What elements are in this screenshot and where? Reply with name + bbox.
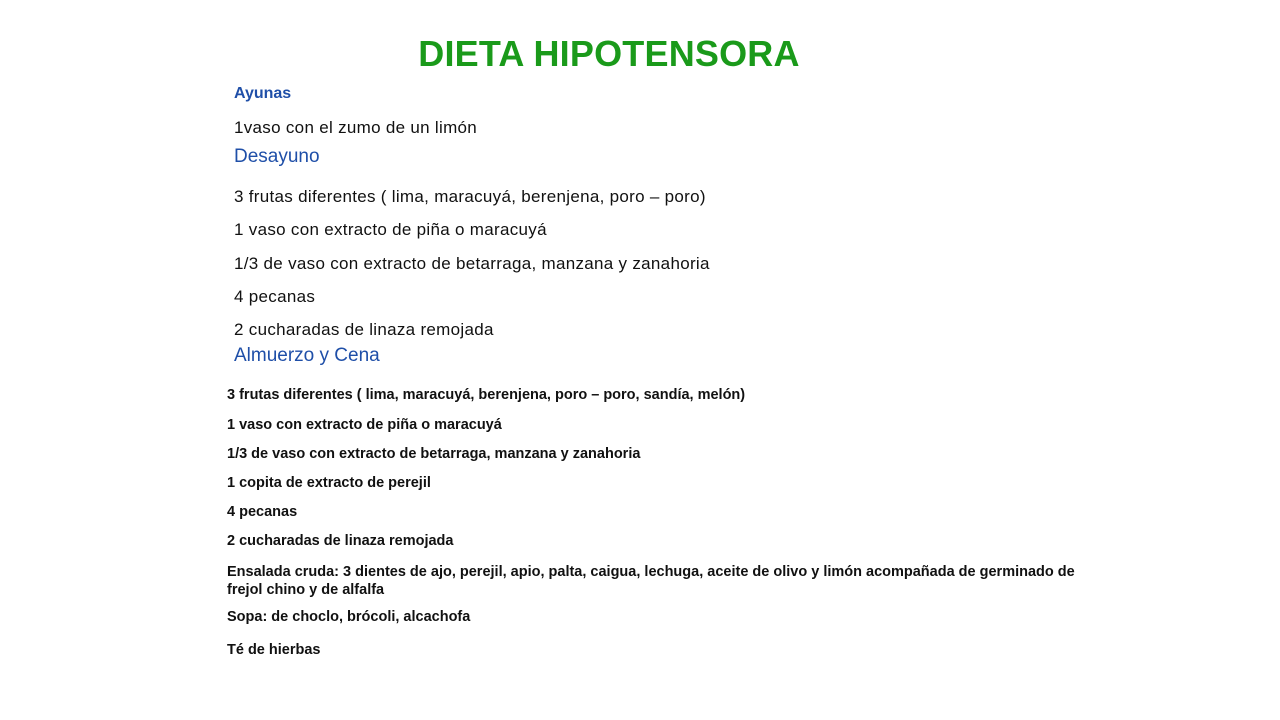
desayuno-item: 4 pecanas xyxy=(234,287,316,306)
almuerzo-item: Sopa: de choclo, brócoli, alcachofa xyxy=(227,609,471,625)
desayuno-item: 3 frutas diferentes ( lima, maracuyá, berenjena, poro – poro) xyxy=(234,187,706,206)
desayuno-item: 1/3 de vaso con extracto de betarraga, manzana y zanahoria xyxy=(234,254,710,273)
almuerzo-item: 1 copita de extracto de perejil xyxy=(227,475,431,491)
desayuno-item: 1 vaso con extracto de piña o maracuyá xyxy=(234,220,547,239)
almuerzo-item: 4 pecanas xyxy=(227,504,298,520)
section-heading-ayunas: Ayunas xyxy=(234,85,292,102)
almuerzo-item: 1/3 de vaso con extracto de betarraga, manzana y zanahoria xyxy=(227,446,641,462)
page-title: DIETA HIPOTENSORA xyxy=(418,33,800,74)
almuerzo-item: Té de hierbas xyxy=(227,642,321,658)
almuerzo-item: Ensalada cruda: 3 dientes de ajo, perejil, apio, palta, caigua, lechuga, aceite de olivo y limón acompañada de germinado de frejol chino y de alfalfa xyxy=(227,564,1075,598)
section-heading-desayuno: Desayuno xyxy=(234,146,320,167)
almuerzo-item: 1 vaso con extracto de piña o maracuyá xyxy=(227,417,502,433)
section-heading-almuerzo-cena: Almuerzo y Cena xyxy=(234,345,380,366)
ayunas-item: 1vaso con el zumo de un limón xyxy=(234,118,478,137)
almuerzo-item: 2 cucharadas de linaza remojada xyxy=(227,533,454,549)
almuerzo-item: 3 frutas diferentes ( lima, maracuyá, berenjena, poro – poro, sandía, melón) xyxy=(227,387,746,403)
desayuno-item: 2 cucharadas de linaza remojada xyxy=(234,320,494,339)
